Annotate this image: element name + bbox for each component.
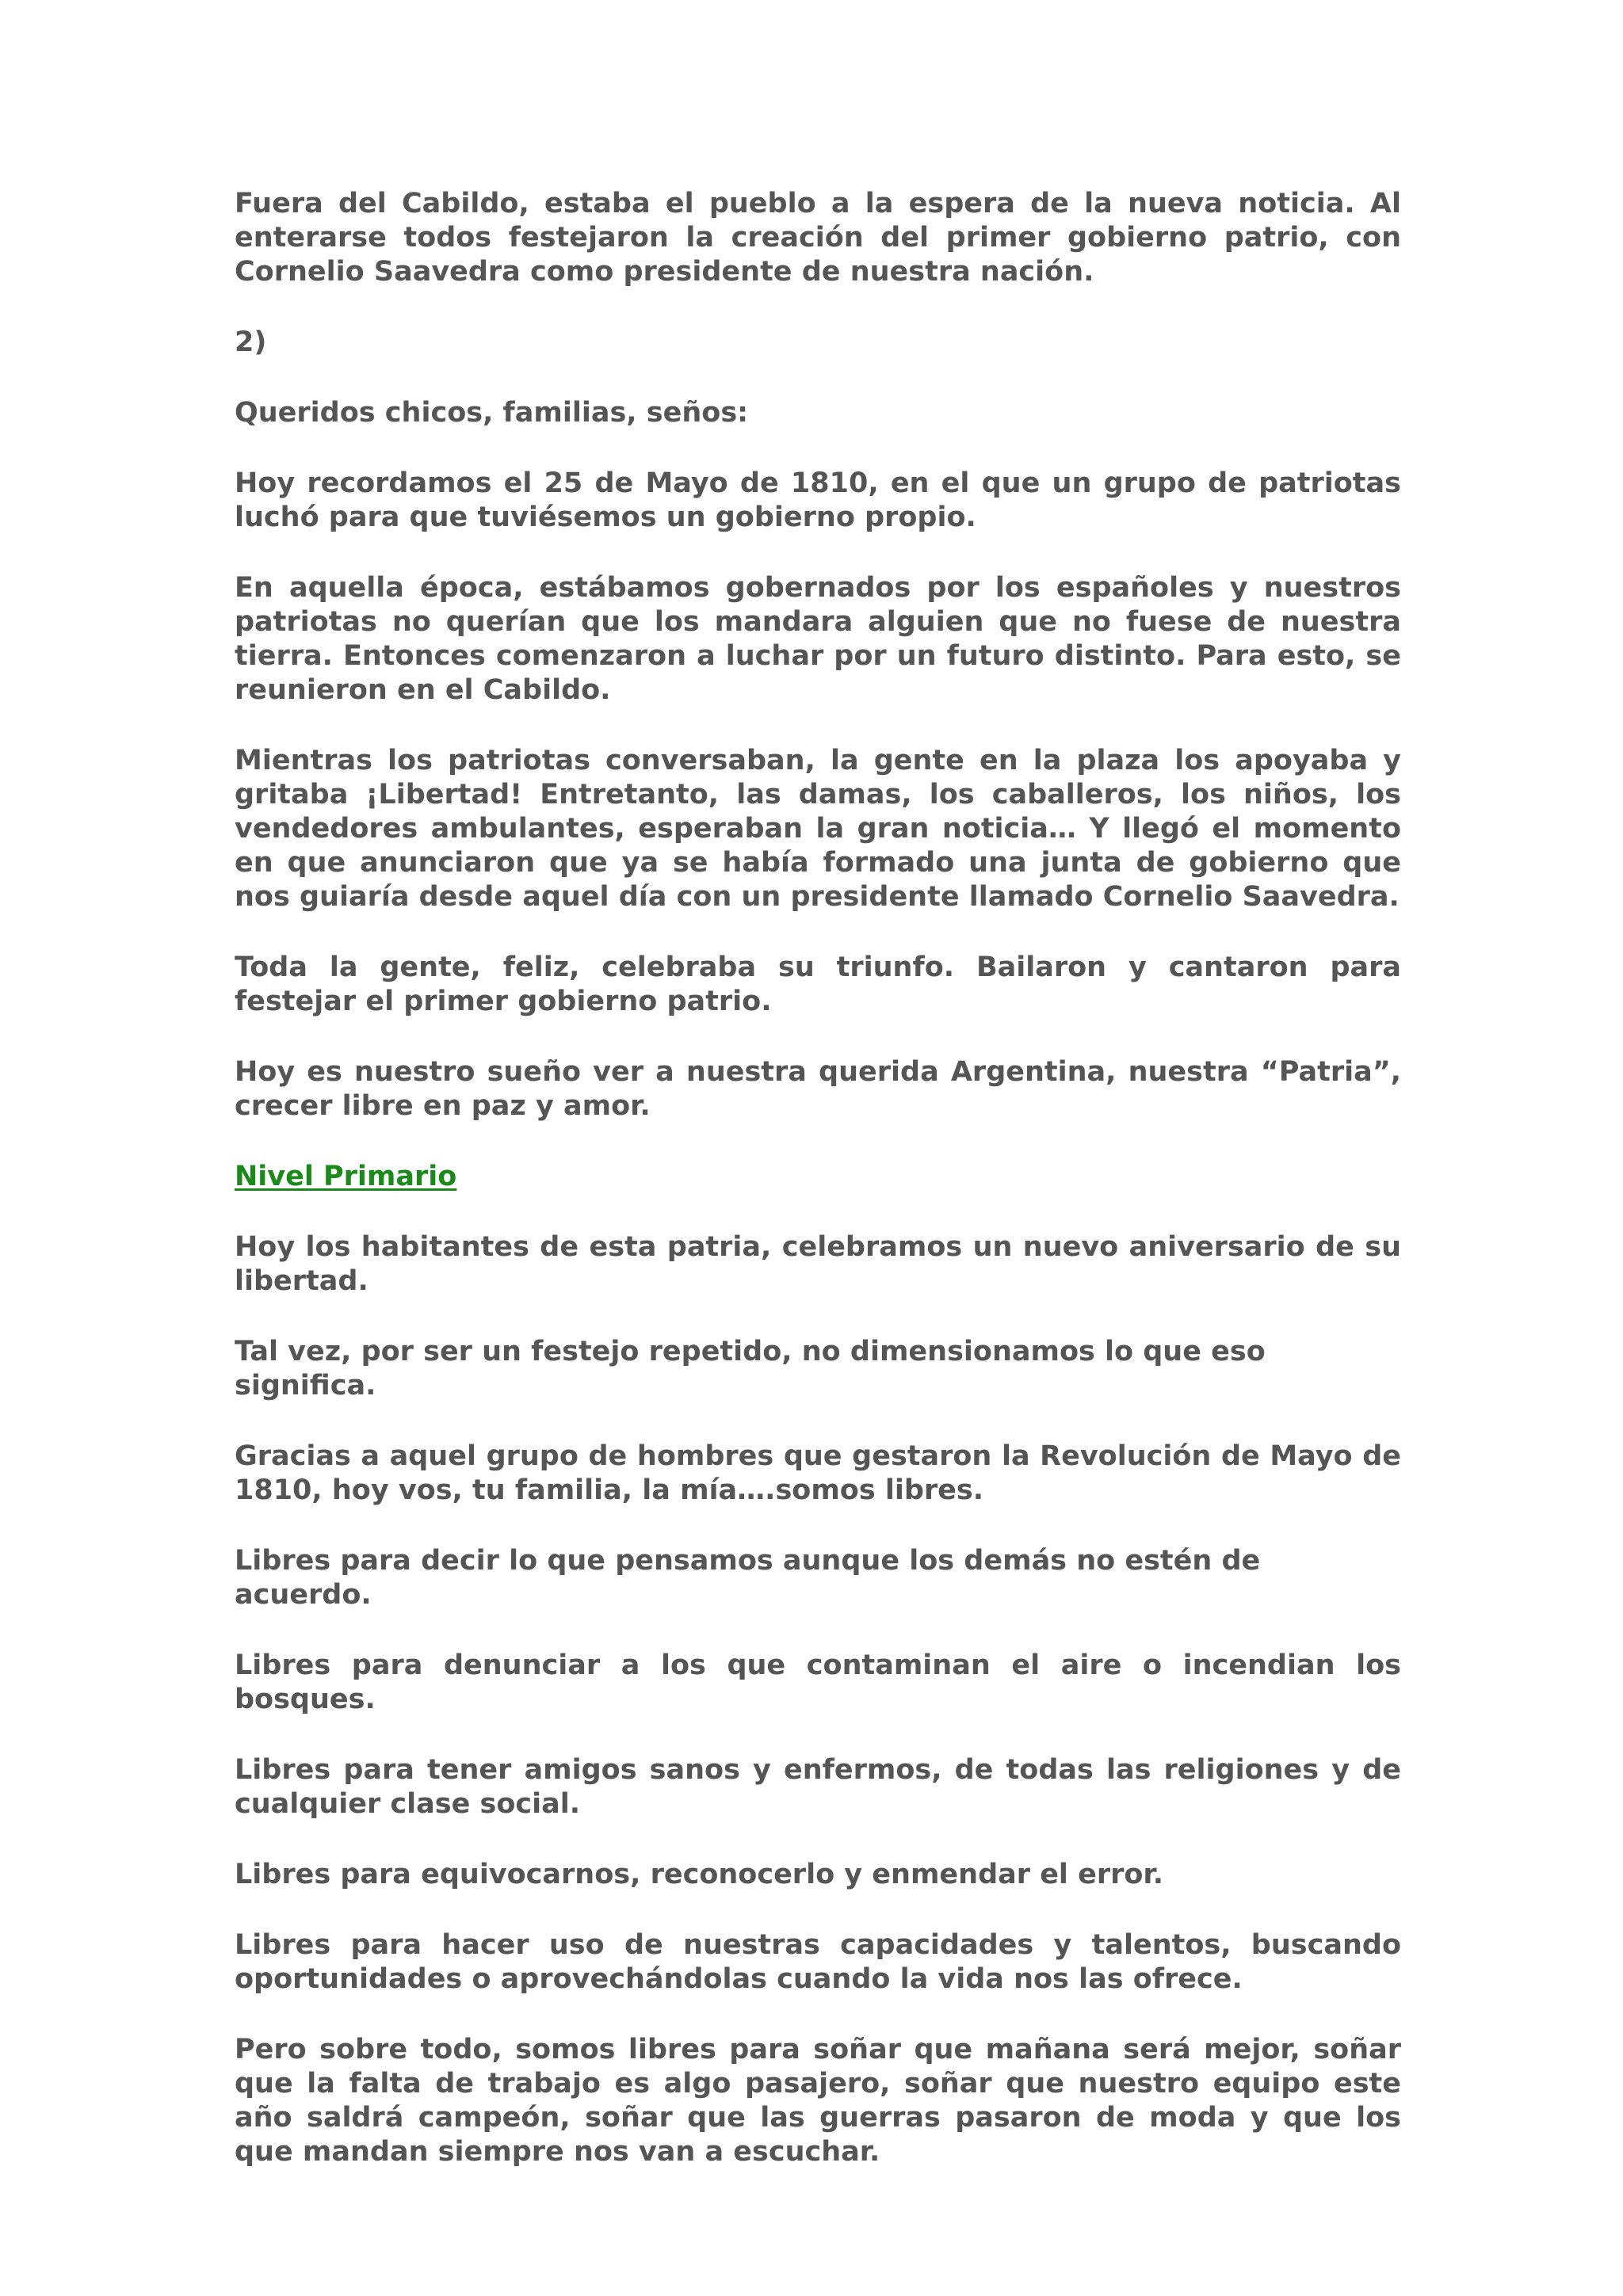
section-heading-nivel-primario[interactable]: Nivel Primario (235, 1161, 457, 1192)
paragraph-epoca: En aquella época, estábamos gobernados por los españoles y nuestros patriotas no querían que los mandara alguien que no fuese de nuestra tierra. Entonces comenzaron a luchar por un futuro distinto. Para esto, se reunieron en el Cabildo. (235, 572, 1401, 706)
paragraph-libres-denunciar: Libres para denunciar a los que contaminan el aire o incendian los bosques. (235, 1650, 1401, 1715)
paragraph-libres-capacidades: Libres para hacer uso de nuestras capacidades y talentos, buscando oportunidades o aprovechándolas cuando la vida nos las ofrece. (235, 1929, 1401, 1995)
greeting-paragraph: Queridos chicos, familias, seños: (235, 397, 749, 429)
paragraph-25-mayo: Hoy recordamos el 25 de Mayo de 1810, en el que un grupo de patriotas luchó para que tuviésemos un gobierno propio. (235, 467, 1401, 533)
paragraph-cabildo-crowd: Fuera del Cabildo, estaba el pueblo a la espera de la nueva noticia. Al enterarse todos festejaron la creación del primer gobierno patrio, con Cornelio Saavedra como presidente de nuestra nación. (235, 188, 1401, 288)
paragraph-libres-sonar: Pero sobre todo, somos libres para soñar que mañana será mejor, soñar que la falta de trabajo es algo pasajero, soñar que nuestro equipo este año saldrá campeón, soñar que las guerras pasaron de moda y que los que mandan siempre nos van a escuchar. (235, 2034, 1401, 2168)
paragraph-sueno-argentina: Hoy es nuestro sueño ver a nuestra querida Argentina, nuestra “Patria”, crecer libre en paz y amor. (235, 1056, 1401, 1122)
paragraph-libres-decir: Libres para decir lo que pensamos aunque los demás no estén de acuerdo. (235, 1545, 1261, 1611)
paragraph-patriotas-conversaban: Mientras los patriotas conversaban, la gente en la plaza los apoyaba y gritaba ¡Libertad! Entretanto, las damas, los caballeros, los niños, los vendedores ambulantes, esperaban la gran noticia… Y llegó el momento en que anunciaron que ya se había formado una junta de gobierno que nos guiaría desde aquel día con un presidente llamado Cornelio Saavedra. (235, 745, 1401, 913)
document-page (235, 187, 1401, 2206)
paragraph-festejo-repetido: Tal vez, por ser un festejo repetido, no dimensionamos lo que eso significa. (235, 1336, 1266, 1402)
section-number-2: 2) (235, 326, 267, 358)
paragraph-libres-amigos: Libres para tener amigos sanos y enfermos, de todas las religiones y de cualquier clase social. (235, 1754, 1401, 1820)
paragraph-habitantes: Hoy los habitantes de esta patria, celebramos un nuevo aniversario de su libertad. (235, 1231, 1401, 1297)
paragraph-libres-equivocarnos: Libres para equivocarnos, reconocerlo y enmendar el error. (235, 1859, 1163, 1890)
paragraph-celebraba-triunfo: Toda la gente, feliz, celebraba su triunfo. Bailaron y cantaron para festejar el primer gobierno patrio. (235, 952, 1401, 1017)
paragraph-revolucion-mayo: Gracias a aquel grupo de hombres que gestaron la Revolución de Mayo de 1810, hoy vos, tu familia, la mía….somos libres. (235, 1440, 1401, 1506)
